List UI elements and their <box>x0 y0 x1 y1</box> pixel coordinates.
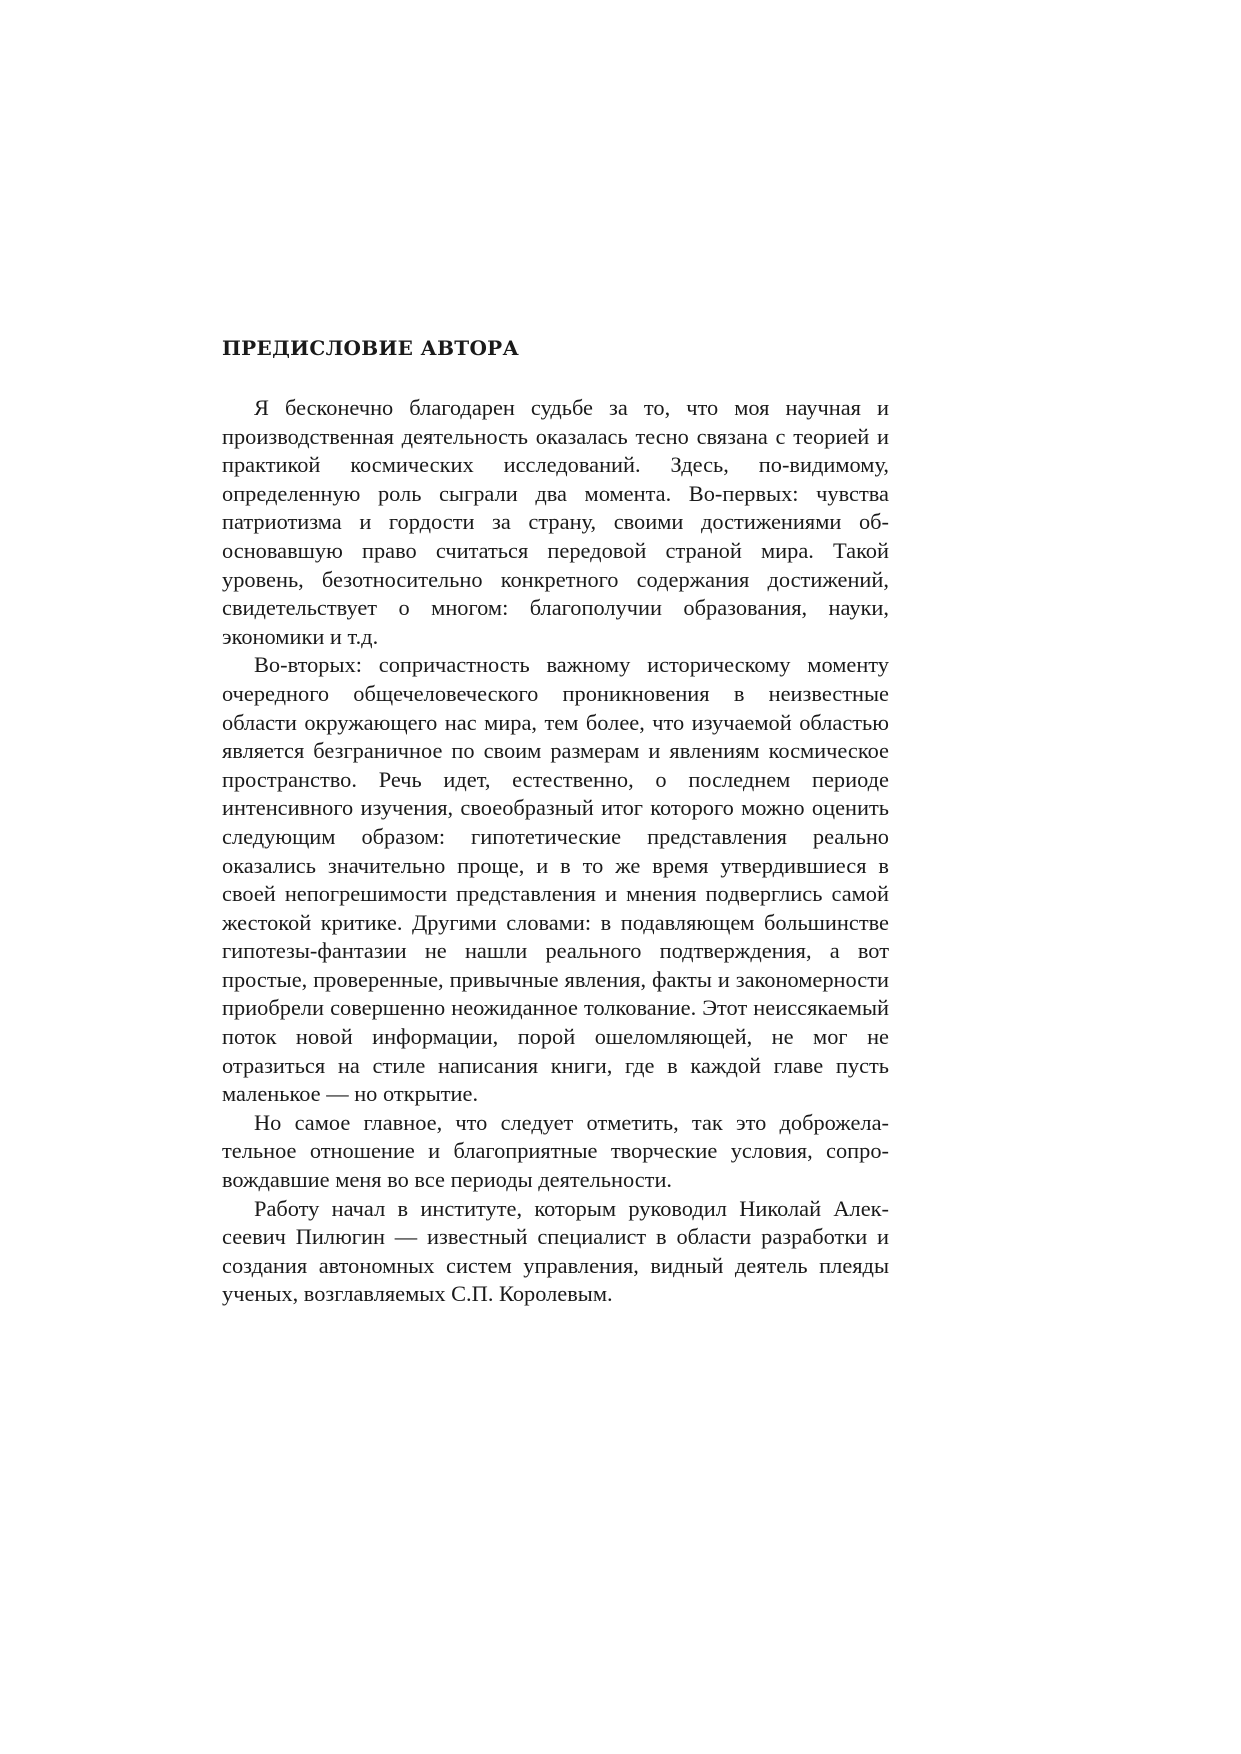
paragraph-4: Работу начал в институте, которым руководил Николай Алексеевич Пилюгин — известный специалист в области разработки и создания автономных систем управления, видный деятель плеяды ученых, возглавляемых С.П. Королевым. <box>222 1195 889 1307</box>
paragraph-3: Но самое главное, что следует отметить, так это доброжелательное отношение и благоприятные творческие условия, сопровождавшие меня во все периоды деятельности. <box>222 1109 889 1193</box>
paragraph-2: Во-вторых: сопричастность важному историческому моменту очередного общечеловеческого проникновения в неизвестные области окружающего нас мира, тем более, что изучаемой областью является безграничное по своим размерам и явлениям космическое пространство. Речь идет, естественно, о последнем периоде интенсивного изучения, своеобразный итог которого можно оценить следующим образом: гипотетические представления реально оказались значительно проще, и в то же время утвердившиеся в своей непогрешимости представления и мнения подверглись самой жестокой критике. Другими словами: в подавляющем большинстве гипотезы-фантазии не нашли реального подтверждения, а вот простые, проверенные, привычные явления, факты и закономерности приобрели совершенно неожиданное толкование. Этот неиссякаемый поток новой информации, порой ошеломляющей, не мог не отразиться на стиле написания книги, где в каждой главе пусть маленькое — но открытие. <box>222 652 889 1107</box>
page-title: ПРЕДИСЛОВИЕ АВТОРА <box>222 336 520 360</box>
paragraph-1: Я бесконечно благодарен судьбе за то, что моя научная и производственная деятельность оказалась тесно связана с теорией и практикой космических исследований. Здесь, по-видимому, определенную роль сыграли два момента. Во-первых: чувства патриотизма и гордости за страну, своими достижениями обосновавшую право считаться передовой страной мира. Такой уровень, безотносительно конкретного содержания достижений, свидетельствует о многом: благополучии образования, науки, экономики и т.д. <box>222 395 889 649</box>
page-content <box>222 336 889 1309</box>
